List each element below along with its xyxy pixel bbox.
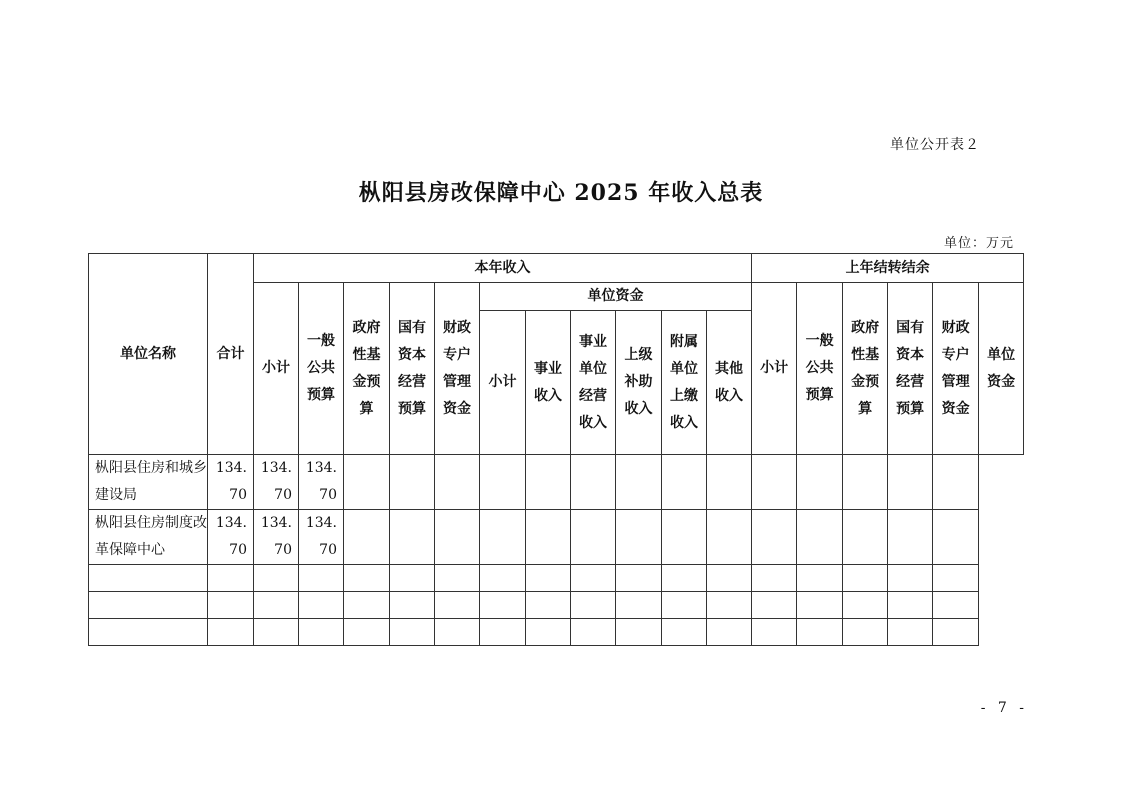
row-cell (435, 510, 480, 565)
row-cell (933, 619, 979, 646)
row-cell (797, 565, 843, 592)
row-unit-name (89, 619, 208, 646)
unit-note: 单位：万元 (943, 236, 1014, 251)
row-cell: 134.70 (208, 455, 254, 510)
row-cell (435, 455, 480, 510)
row-cell (344, 565, 390, 592)
header-uf-subtotal: 小计 (480, 311, 526, 455)
row-cell (571, 565, 616, 592)
row-cell: 134.70 (208, 510, 254, 565)
row-cell (752, 455, 797, 510)
row-cell (888, 592, 933, 619)
row-cell (390, 619, 435, 646)
row-cell (616, 455, 662, 510)
table-row (89, 565, 1024, 592)
table-row (89, 510, 1024, 565)
row-cell (571, 592, 616, 619)
row-cell (480, 565, 526, 592)
row-cell (662, 619, 707, 646)
row-unit-name: 枞阳县住房制度改革保障中心 (89, 510, 208, 565)
row-cell (208, 565, 254, 592)
header-cur-general-budget: 一般公共预算 (299, 283, 344, 455)
page-number: - 7 - (980, 700, 1028, 716)
row-cell (752, 565, 797, 592)
row-unit-name (89, 565, 208, 592)
page-title: 枞阳县房改保障中心 2025 年收入总表 (358, 180, 764, 206)
header-cur-fiscal-special-account: 财政专户管理资金 (435, 283, 480, 455)
row-cell (208, 592, 254, 619)
header-uf-superior-subsidy: 上级补助收入 (616, 311, 662, 455)
row-cell (662, 565, 707, 592)
row-cell (662, 510, 707, 565)
header-prior-gov-fund-budget: 政府性基金预算 (843, 283, 888, 455)
row-cell (888, 565, 933, 592)
row-cell: 134.70 (299, 510, 344, 565)
row-cell (797, 455, 843, 510)
row-cell (571, 455, 616, 510)
header-prior-subtotal: 小计 (752, 283, 797, 455)
row-cell (662, 592, 707, 619)
header-prior-fiscal-special-account: 财政专户管理资金 (933, 283, 979, 455)
row-cell (571, 619, 616, 646)
header-total: 合计 (208, 254, 254, 455)
row-cell (707, 510, 752, 565)
header-prior-year-carryover: 上年结转结余 (752, 254, 1024, 283)
row-cell (707, 565, 752, 592)
header-cur-state-capital-budget: 国有资本经营预算 (390, 283, 435, 455)
row-cell (843, 619, 888, 646)
header-unit-name: 单位名称 (89, 254, 208, 455)
row-cell (390, 592, 435, 619)
income-summary-table (88, 253, 1024, 646)
row-cell: 134.70 (254, 510, 299, 565)
row-cell (480, 510, 526, 565)
row-cell (797, 510, 843, 565)
row-cell (616, 510, 662, 565)
row-cell (616, 565, 662, 592)
header-prior-state-capital-budget: 国有资本经营预算 (888, 283, 933, 455)
row-cell (254, 592, 299, 619)
row-cell (344, 592, 390, 619)
header-uf-business-operating-income: 事业单位经营收入 (571, 311, 616, 455)
header-cur-subtotal: 小计 (254, 283, 299, 455)
row-cell (933, 592, 979, 619)
row-cell (752, 619, 797, 646)
row-cell: 134.70 (299, 455, 344, 510)
row-cell (752, 592, 797, 619)
row-cell (526, 592, 571, 619)
row-cell (526, 455, 571, 510)
row-cell (843, 565, 888, 592)
row-cell (707, 455, 752, 510)
row-cell (390, 565, 435, 592)
header-prior-unit-funds: 单位资金 (979, 283, 1024, 455)
row-cell (344, 619, 390, 646)
row-cell (662, 455, 707, 510)
table-row (89, 619, 1024, 646)
row-cell (752, 510, 797, 565)
row-cell (707, 592, 752, 619)
row-cell (933, 565, 979, 592)
header-current-year-income: 本年收入 (254, 254, 752, 283)
header-uf-affiliated-units: 附属单位上缴收入 (662, 311, 707, 455)
row-cell (435, 592, 480, 619)
row-cell (390, 455, 435, 510)
row-cell (888, 455, 933, 510)
row-cell (344, 510, 390, 565)
row-unit-name (89, 592, 208, 619)
row-cell (933, 510, 979, 565)
row-cell (208, 619, 254, 646)
row-cell (390, 510, 435, 565)
row-cell (435, 565, 480, 592)
row-cell (526, 619, 571, 646)
row-cell (843, 510, 888, 565)
row-cell (299, 565, 344, 592)
table-row (89, 455, 1024, 510)
row-cell (480, 455, 526, 510)
row-cell (571, 510, 616, 565)
row-cell (344, 455, 390, 510)
row-cell (526, 565, 571, 592)
row-cell (254, 565, 299, 592)
table-row (89, 592, 1024, 619)
row-cell: 134.70 (254, 455, 299, 510)
row-unit-name: 枞阳县住房和城乡建设局 (89, 455, 208, 510)
row-cell (616, 592, 662, 619)
row-cell (299, 592, 344, 619)
form-number: 单位公开表２ (890, 137, 980, 153)
row-cell (888, 510, 933, 565)
row-cell (888, 619, 933, 646)
row-cell (933, 455, 979, 510)
row-cell (707, 619, 752, 646)
row-cell (797, 619, 843, 646)
row-cell (797, 592, 843, 619)
row-cell (480, 592, 526, 619)
row-cell (435, 619, 480, 646)
header-unit-funds: 单位资金 (480, 283, 752, 311)
header-prior-general-budget: 一般公共预算 (797, 283, 843, 455)
header-uf-business-income: 事业收入 (526, 311, 571, 455)
row-cell (526, 510, 571, 565)
header-cur-gov-fund-budget: 政府性基金预算 (344, 283, 390, 455)
row-cell (480, 619, 526, 646)
row-cell (843, 592, 888, 619)
row-cell (299, 619, 344, 646)
row-cell (843, 455, 888, 510)
header-uf-other-income: 其他收入 (707, 311, 752, 455)
row-cell (616, 619, 662, 646)
row-cell (254, 619, 299, 646)
